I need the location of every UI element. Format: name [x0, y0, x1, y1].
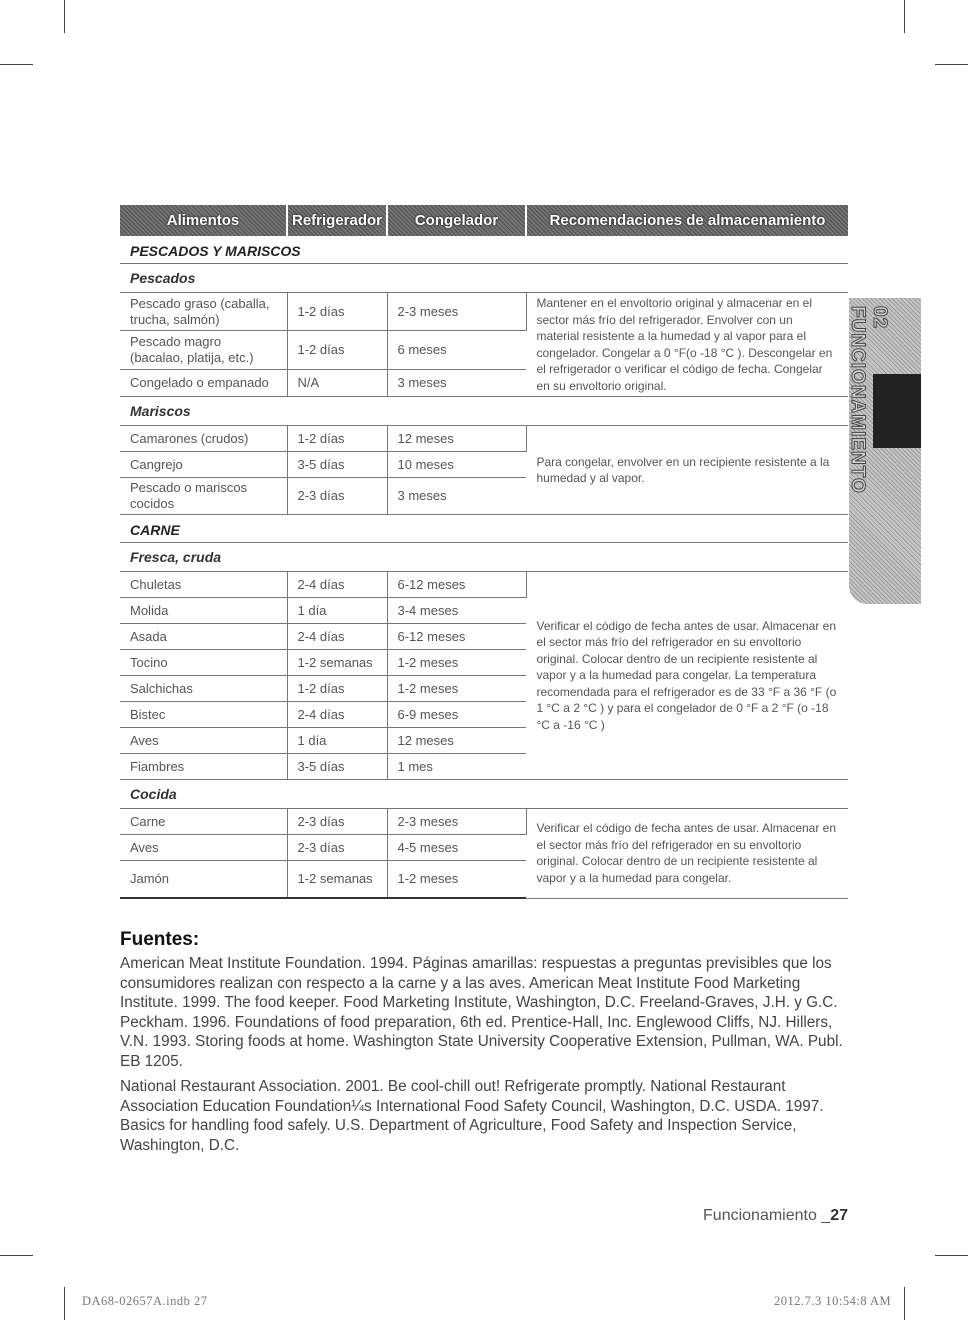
- recommendation-cell: Verificar el código de fecha antes de usar. Almacenar en el sector más frío del refrigerador en su envoltorio original. Colocar dentro de un recipiente resistente al vapor y a la humedad para congelar. La temperatura recomendada para el refrigerador es de 33 °F a 36 °F (o 1 °C a 2 °C ) y para el congelador de 0 °F a 2 °F (o -18 °C a -16 °C ): [526, 572, 848, 780]
- fridge-cell: 1-2 días: [287, 676, 387, 702]
- food-cell: Tocino: [120, 650, 287, 676]
- freezer-cell: 1-2 meses: [387, 676, 526, 702]
- crop-mark: [0, 64, 33, 65]
- chapter-tab-label: 02 FUNCIONAMIENTO: [847, 306, 890, 494]
- freezer-cell: 6 meses: [387, 331, 526, 369]
- fridge-cell: 3-5 días: [287, 452, 387, 478]
- food-cell: Aves: [120, 728, 287, 754]
- freezer-cell: 2-3 meses: [387, 293, 526, 331]
- column-header-freezer: Congelador: [387, 205, 526, 236]
- fridge-cell: 2-4 días: [287, 572, 387, 598]
- category-meat: CARNE: [120, 515, 848, 543]
- freezer-cell: 6-9 meses: [387, 702, 526, 728]
- column-header-food: Alimentos: [120, 205, 287, 236]
- freezer-cell: 6-12 meses: [387, 572, 526, 598]
- freezer-cell: 1-2 meses: [387, 861, 526, 899]
- fridge-cell: 2-3 días: [287, 478, 387, 515]
- fridge-cell: 2-4 días: [287, 702, 387, 728]
- fridge-cell: 1 día: [287, 728, 387, 754]
- sources-title: Fuentes:: [120, 929, 200, 950]
- fridge-cell: 2-4 días: [287, 624, 387, 650]
- table-header-row: [120, 205, 848, 236]
- crop-mark: [64, 1287, 65, 1320]
- freezer-cell: 3-4 meses: [387, 598, 526, 624]
- food-cell: Cangrejo: [120, 452, 287, 478]
- subcategory-pescados: Pescados: [120, 264, 848, 293]
- food-cell: Jamón: [120, 861, 287, 899]
- column-header-recommendations: Recomendaciones de almacenamiento: [526, 205, 848, 236]
- food-cell: Aves: [120, 835, 287, 861]
- food-cell: Bistec: [120, 702, 287, 728]
- crop-mark: [935, 64, 968, 65]
- fridge-cell: 1 día: [287, 598, 387, 624]
- food-cell: Camarones (crudos): [120, 426, 287, 452]
- food-cell: Pescado o mariscos cocidos: [120, 478, 287, 515]
- recommendation-cell: Para congelar, envolver en un recipiente resistente a la humedad y al vapor.: [526, 426, 848, 515]
- food-cell: Congelado o empanado: [120, 369, 287, 396]
- fridge-cell: N/A: [287, 369, 387, 396]
- food-cell: Carne: [120, 809, 287, 835]
- table-row: [120, 426, 848, 452]
- crop-mark: [0, 1255, 33, 1256]
- food-storage-table: [120, 205, 848, 899]
- table-row: [120, 293, 848, 331]
- freezer-cell: 12 meses: [387, 728, 526, 754]
- footer-section-name: Funcionamiento _: [703, 1207, 831, 1224]
- subcategory-mariscos: Mariscos: [120, 397, 848, 426]
- crop-mark: [904, 1287, 905, 1320]
- page-footer: [703, 1207, 848, 1225]
- freezer-cell: 3 meses: [387, 369, 526, 396]
- table-row: [120, 572, 848, 598]
- food-cell: Chuletas: [120, 572, 287, 598]
- crop-mark: [935, 1255, 968, 1256]
- freezer-cell: 1-2 meses: [387, 650, 526, 676]
- print-slug-file: DA68-02657A.indb 27: [82, 1294, 208, 1308]
- freezer-cell: 4-5 meses: [387, 835, 526, 861]
- fridge-cell: 1-2 días: [287, 331, 387, 369]
- subcategory-cocida: Cocida: [120, 780, 848, 809]
- food-cell: Fiambres: [120, 754, 287, 780]
- crop-mark: [904, 0, 905, 33]
- food-cell: Salchichas: [120, 676, 287, 702]
- freezer-cell: 10 meses: [387, 452, 526, 478]
- fridge-cell: 3-5 días: [287, 754, 387, 780]
- sources-paragraph: American Meat Institute Foundation. 1994. Páginas amarillas: respuestas a preguntas previsibles que los consumidores realizan con respecto a la carne y a las aves. American Meat Institute Food Marketing Institute. 1999. The food keeper. Food Marketing Institute, Washington, D.C. Freeland-Graves, J.H. y G.C. Peckham. 1996. Foundations of food preparation, 6th ed. Prentice-Hall, Inc. Englewood Cliffs, NJ. Hillers, V.N. 1993. Storing foods at home. Washington State University Cooperative Extension, Pullman, WA. Publ. EB 1205.: [120, 955, 843, 1070]
- freezer-cell: 6-12 meses: [387, 624, 526, 650]
- food-cell: Pescado graso (caballa, trucha, salmón): [120, 293, 287, 331]
- fridge-cell: 1-2 semanas: [287, 650, 387, 676]
- recommendation-cell: Verificar el código de fecha antes de usar. Almacenar en el sector más frío del refrigerador en su envoltorio original. Colocar dentro de un recipiente resistente al vapor y a la humedad para congelar.: [526, 809, 848, 899]
- column-header-fridge: Refrigerador: [287, 205, 387, 236]
- crop-mark: [64, 0, 65, 33]
- category-fish: PESCADOS Y MARISCOS: [120, 236, 848, 264]
- fridge-cell: 1-2 días: [287, 426, 387, 452]
- food-cell: Asada: [120, 624, 287, 650]
- freezer-cell: 1 mes: [387, 754, 526, 780]
- fridge-cell: 2-3 días: [287, 809, 387, 835]
- fridge-cell: 2-3 días: [287, 835, 387, 861]
- table-row: [120, 809, 848, 835]
- print-slug-timestamp: 2012.7.3 10:54:8 AM: [774, 1294, 892, 1308]
- fridge-cell: 1-2 semanas: [287, 861, 387, 899]
- food-cell: Molida: [120, 598, 287, 624]
- freezer-cell: 12 meses: [387, 426, 526, 452]
- freezer-cell: 2-3 meses: [387, 809, 526, 835]
- subcategory-fresca: Fresca, cruda: [120, 543, 848, 572]
- recommendation-cell: Mantener en el envoltorio original y almacenar en el sector más frío del refrigerador. Envolver con un material resistente a la humedad y al vapor para el congelador. Congelar a 0 °F(o -18 °C ). Descongelar en el refrigerador o verificar el código de fecha. Congelar en su envoltorio original.: [526, 293, 848, 397]
- freezer-cell: 3 meses: [387, 478, 526, 515]
- food-cell: Pescado magro (bacalao, platija, etc.): [120, 331, 287, 369]
- sources-paragraph: National Restaurant Association. 2001. Be cool-chill out! Refrigerate promptly. National Restaurant Association Education Foundation¼s International Food Safety Council, Washington, D.C. USDA. 1997. Basics for handling food safely. U.S. Department of Agriculture, Food Safety and Inspection Service, Washington, D.C.: [120, 1078, 824, 1154]
- sources-section: [120, 928, 850, 1161]
- page-number: 27: [830, 1207, 848, 1224]
- fridge-cell: 1-2 días: [287, 293, 387, 331]
